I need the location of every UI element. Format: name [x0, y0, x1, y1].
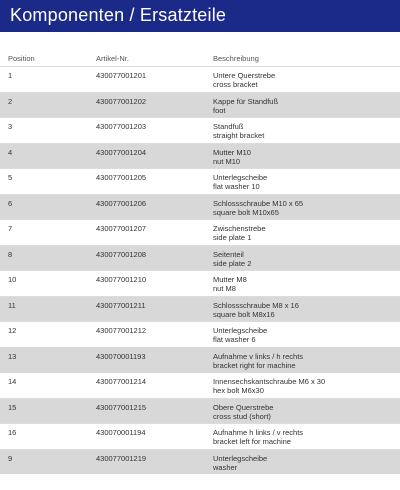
description-english: foot	[213, 105, 226, 115]
table-row	[0, 449, 400, 475]
description-english: nut M10	[213, 156, 241, 166]
article-number-cell: 430077001208	[96, 249, 147, 259]
position-cell: 2	[8, 96, 13, 106]
position-cell: 1	[8, 71, 13, 80]
position-cell: 9	[8, 453, 13, 463]
description-english: flat washer 6	[213, 335, 256, 344]
column-header-description: Beschreibung	[213, 54, 259, 63]
table-row	[0, 219, 400, 245]
description-german: Zwischenstrebe	[213, 224, 266, 233]
description-german: Seitenteil	[213, 249, 244, 259]
article-number-cell: 430077001214	[96, 377, 147, 386]
table-row	[0, 66, 400, 92]
description-cell	[213, 275, 247, 293]
position-cell: 3	[8, 122, 13, 131]
description-english: bracket right for machine	[213, 360, 296, 370]
position-cell: 8	[8, 249, 13, 259]
article-number-cell: 430077001219	[96, 453, 147, 463]
position-cell: 5	[8, 173, 13, 182]
table-row	[0, 270, 400, 296]
position-cell: 4	[8, 147, 13, 157]
table-row	[0, 245, 400, 271]
description-english: hex bolt M6x30	[213, 386, 264, 395]
article-number-cell: 430070001193	[96, 351, 146, 361]
table-row	[0, 194, 400, 220]
table-row	[0, 321, 400, 347]
description-german: Schlossschraube M10 x 65	[213, 198, 304, 208]
description-english: washer	[213, 462, 238, 472]
article-number-cell: 430077001203	[96, 122, 147, 131]
position-cell: 16	[8, 428, 17, 437]
description-german: Obere Querstrebe	[213, 402, 274, 412]
position-cell: 15	[8, 402, 17, 412]
description-english: side plate 2	[213, 258, 252, 268]
table-row	[0, 92, 400, 118]
description-cell	[213, 428, 303, 446]
page-title: Komponenten / Ersatzteile	[10, 5, 227, 25]
description-german: Unterlegscheibe	[213, 173, 268, 182]
article-number-cell: 430077001206	[96, 198, 147, 208]
description-english: flat washer 10	[213, 182, 260, 191]
description-german: Mutter M8	[213, 275, 247, 284]
description-cell	[213, 326, 267, 344]
position-cell: 6	[8, 198, 13, 208]
article-number-cell: 430077001207	[96, 224, 147, 233]
description-english: cross bracket	[213, 80, 258, 89]
description-english: nut M8	[213, 284, 236, 293]
table-row	[0, 143, 400, 169]
position-cell: 14	[8, 377, 17, 386]
description-german: Aufnahme h links / v rechts	[213, 428, 304, 437]
description-cell	[213, 403, 273, 421]
table-row	[0, 423, 400, 449]
description-cell	[213, 148, 251, 166]
article-number-cell: 430077001205	[96, 173, 147, 182]
description-german: Unterlegscheibe	[213, 326, 268, 335]
position-cell: 10	[8, 275, 17, 284]
description-cell	[213, 173, 267, 191]
article-number-cell: 430077001202	[96, 96, 147, 106]
table-row	[0, 347, 400, 373]
description-german: Schlossschraube M8 x 16	[213, 300, 299, 310]
description-german: Untere Querstrebe	[213, 71, 276, 80]
description-cell	[213, 224, 266, 242]
description-cell	[213, 454, 267, 472]
article-number-cell: 430077001215	[96, 402, 147, 412]
description-cell	[213, 301, 299, 319]
table-row	[0, 398, 400, 424]
description-german: Unterlegscheibe	[213, 453, 268, 463]
description-cell	[213, 97, 278, 115]
description-cell	[213, 71, 275, 89]
description-cell	[213, 377, 325, 395]
article-number-cell: 430077001210	[96, 275, 147, 284]
parts-table	[0, 50, 400, 472]
article-number-cell: 430077001212	[96, 326, 147, 335]
description-german: Mutter M10	[213, 147, 251, 157]
position-cell: 13	[8, 351, 17, 361]
column-header-position: Position	[8, 54, 35, 63]
column-header-row	[0, 50, 400, 66]
article-number-cell: 430077001211	[96, 300, 146, 310]
column-header-article: Artikel-Nr.	[96, 54, 129, 63]
description-german: Standfuß	[213, 122, 244, 131]
description-english: square bolt M10x65	[213, 207, 279, 217]
description-cell	[213, 352, 303, 370]
description-german: Aufnahme v links / h rechts	[213, 351, 304, 361]
table-row	[0, 168, 400, 194]
description-german: Innensechskantschraube M6 x 30	[213, 377, 326, 386]
parts-rows	[0, 66, 400, 474]
description-cell	[213, 199, 303, 217]
description-cell	[213, 122, 264, 140]
article-number-cell: 430077001204	[96, 147, 147, 157]
description-english: square bolt M8x16	[213, 309, 275, 319]
table-row	[0, 372, 400, 398]
position-cell: 12	[8, 326, 17, 335]
description-english: side plate 1	[213, 233, 252, 242]
position-cell: 11	[8, 300, 16, 310]
position-cell: 7	[8, 224, 13, 233]
page-header	[0, 0, 400, 32]
table-row	[0, 117, 400, 143]
description-english: bracket left for machine	[213, 437, 291, 446]
article-number-cell: 430077001201	[96, 71, 147, 80]
article-number-cell: 430070001194	[96, 428, 146, 437]
description-english: cross stud (short)	[213, 411, 271, 421]
description-cell	[213, 250, 251, 268]
description-german: Kappe für Standfuß	[213, 96, 279, 106]
table-row	[0, 296, 400, 322]
description-english: straight bracket	[213, 131, 265, 140]
